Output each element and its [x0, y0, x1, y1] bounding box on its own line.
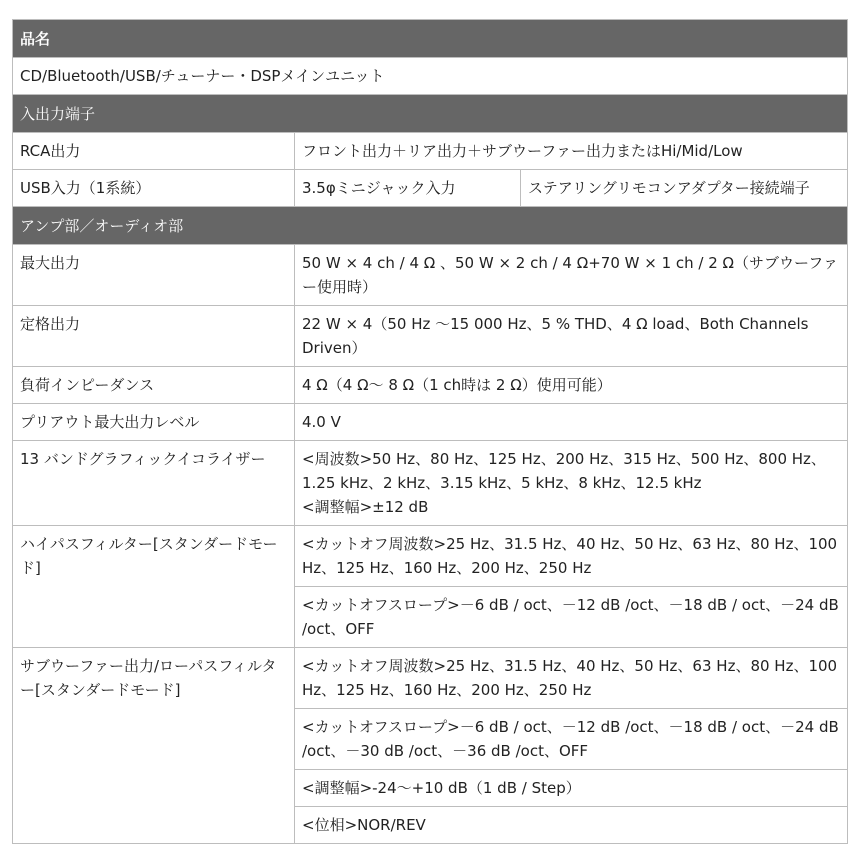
table-row: [13, 526, 848, 587]
geq-value: [295, 441, 848, 526]
table-row: [13, 367, 848, 404]
table-row: [13, 245, 848, 306]
section-header-io: 入出力端子: [13, 95, 848, 133]
section-header-row: [13, 207, 848, 245]
preout-label: プリアウト最大出力レベル: [13, 404, 295, 441]
rated-output-value: 22 W × 4（50 Hz ～15 000 Hz、5 % THD、4 Ω load、Both Channels Driven）: [295, 306, 848, 367]
max-output-value: 50 W × 4 ch / 4 Ω 、50 W × 2 ch / 4 Ω+70 W × 1 ch / 2 Ω（サブウーファー使用時）: [295, 245, 848, 306]
section-header-row: [13, 95, 848, 133]
rca-label: RCA出力: [13, 133, 295, 170]
table-row: [13, 441, 848, 526]
table-row: [13, 58, 848, 95]
table-row: [13, 648, 848, 709]
lpf-cutoff: <カットオフ周波数>25 Hz、31.5 Hz、40 Hz、50 Hz、63 Hz、80 Hz、100 Hz、125 Hz、160 Hz、200 Hz、250 Hz: [295, 648, 848, 709]
usb-value-steering: ステアリングリモコンアダプター接続端子: [521, 170, 848, 207]
rated-output-label: 定格出力: [13, 306, 295, 367]
spec-table: [12, 19, 848, 844]
hpf-label: ハイパスフィルター[スタンダードモード]: [13, 526, 295, 648]
lpf-label: サブウーファー出力/ローパスフィルター[スタンダードモード]: [13, 648, 295, 844]
table-row: [13, 170, 848, 207]
impedance-label: 負荷インピーダンス: [13, 367, 295, 404]
hpf-cutoff: <カットオフ周波数>25 Hz、31.5 Hz、40 Hz、50 Hz、63 Hz、80 Hz、100 Hz、125 Hz、160 Hz、200 Hz、250 Hz: [295, 526, 848, 587]
section-header-amp: アンプ部／オーディオ部: [13, 207, 848, 245]
rca-value: フロント出力＋リア出力＋サブウーファー出力またはHi/Mid/Low: [295, 133, 848, 170]
lpf-phase: <位相>NOR/REV: [295, 807, 848, 844]
hpf-slope: <カットオフスロープ>－6 dB / oct、－12 dB /oct、－18 dB / oct、－24 dB /oct、OFF: [295, 587, 848, 648]
lpf-slope: <カットオフスロープ>－6 dB / oct、－12 dB /oct、－18 dB / oct、－24 dB /oct、－30 dB /oct、－36 dB /oct、OFF: [295, 709, 848, 770]
section-header-row: [13, 20, 848, 58]
usb-label: USB入力（1系統）: [13, 170, 295, 207]
section-header-product-name: 品名: [13, 20, 848, 58]
table-row: [13, 404, 848, 441]
usb-value-aux: 3.5φミニジャック入力: [295, 170, 521, 207]
geq-range: <調整幅>±12 dB: [302, 498, 429, 516]
preout-value: 4.0 V: [295, 404, 848, 441]
impedance-value: 4 Ω（4 Ω～ 8 Ω（1 ch時は 2 Ω）使用可能）: [295, 367, 848, 404]
table-row: [13, 306, 848, 367]
table-row: [13, 133, 848, 170]
lpf-range: <調整幅>-24～+10 dB（1 dB / Step）: [295, 770, 848, 807]
product-name-value: CD/Bluetooth/USB/チューナー・DSPメインユニット: [13, 58, 848, 95]
geq-label: 13 バンドグラフィックイコライザー: [13, 441, 295, 526]
max-output-label: 最大出力: [13, 245, 295, 306]
geq-frequency: <周波数>50 Hz、80 Hz、125 Hz、200 Hz、315 Hz、500 Hz、800 Hz、1.25 kHz、2 kHz、3.15 kHz、5 kHz、8 kHz、12.5 kHz: [302, 450, 826, 492]
